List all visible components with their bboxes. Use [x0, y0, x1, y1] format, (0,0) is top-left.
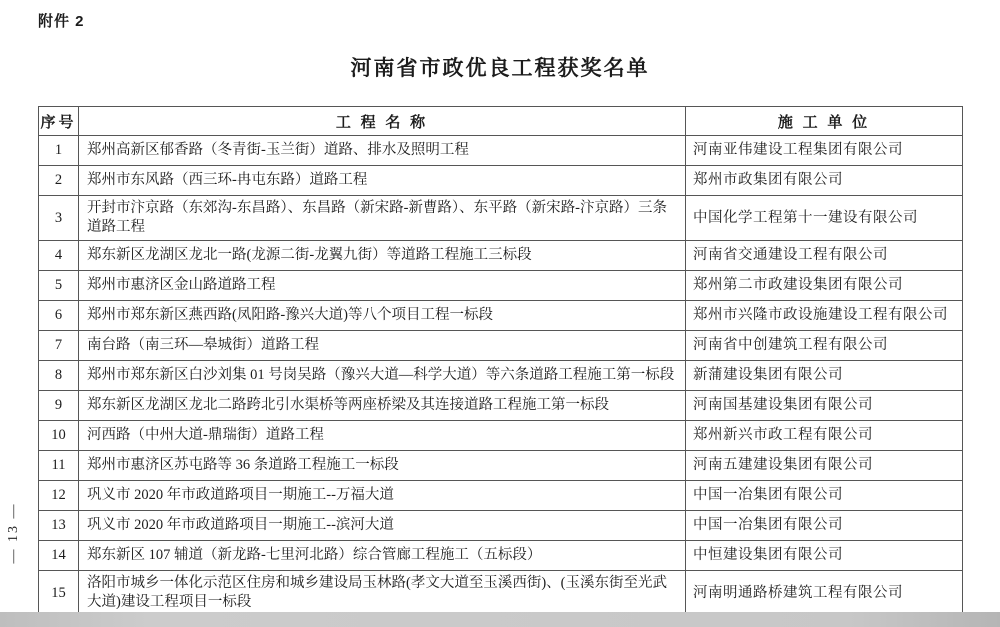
- row-construction-unit: 郑州新兴市政工程有限公司: [686, 421, 963, 451]
- row-serial-number: 1: [39, 136, 79, 166]
- row-construction-unit: 中国一冶集团有限公司: [686, 511, 963, 541]
- row-serial-number: 5: [39, 271, 79, 301]
- row-construction-unit: 郑州市兴隆市政设施建设工程有限公司: [686, 301, 963, 331]
- row-project-name: 郑州市东风路（西三环-冉屯东路）道路工程: [79, 166, 686, 196]
- row-project-name: 开封市汴京路（东郊沟-东昌路）、东昌路（新宋路-新曹路）、东平路（新宋路-汴京路）三条道路工程: [79, 196, 686, 241]
- row-construction-unit: 中国化学工程第十一建设有限公司: [686, 196, 963, 241]
- row-serial-number: 4: [39, 241, 79, 271]
- row-construction-unit: 郑州第二市政建设集团有限公司: [686, 271, 963, 301]
- row-serial-number: 13: [39, 511, 79, 541]
- row-serial-number: 3: [39, 196, 79, 241]
- row-project-name: 郑州高新区郁香路（冬青街-玉兰街）道路、排水及照明工程: [79, 136, 686, 166]
- row-project-name: 巩义市 2020 年市政道路项目一期施工--滨河大道: [79, 511, 686, 541]
- row-construction-unit: 中国一冶集团有限公司: [686, 481, 963, 511]
- page-number: — 13 —: [6, 502, 21, 564]
- row-serial-number: 2: [39, 166, 79, 196]
- table-row: [39, 451, 963, 481]
- row-construction-unit: 河南明通路桥建筑工程有限公司: [686, 571, 963, 616]
- scan-edge-shadow: [0, 612, 1000, 627]
- row-project-name: 郑东新区龙湖区龙北二路跨北引水渠桥等两座桥梁及其连接道路工程施工第一标段: [79, 391, 686, 421]
- awards-table: [38, 106, 963, 616]
- row-serial-number: 10: [39, 421, 79, 451]
- row-construction-unit: 新蒲建设集团有限公司: [686, 361, 963, 391]
- table-header-row: [39, 107, 963, 136]
- awards-table-body: [39, 136, 963, 616]
- row-serial-number: 11: [39, 451, 79, 481]
- page-title: 河南省市政优良工程获奖名单: [350, 57, 650, 80]
- row-serial-number: 12: [39, 481, 79, 511]
- row-project-name: 郑州市惠济区金山路道路工程: [79, 271, 686, 301]
- row-project-name: 洛阳市城乡一体化示范区住房和城乡建设局玉林路(孝文大道至玉溪西街)、(玉溪东街至光武大道)建设工程项目一标段: [79, 571, 686, 616]
- table-row: [39, 136, 963, 166]
- table-row: [39, 571, 963, 616]
- row-construction-unit: 河南国基建设集团有限公司: [686, 391, 963, 421]
- row-construction-unit: 郑州市政集团有限公司: [686, 166, 963, 196]
- row-serial-number: 8: [39, 361, 79, 391]
- header-construction-unit: 施 工 单 位: [686, 107, 963, 136]
- row-construction-unit: 河南省交通建设工程有限公司: [686, 241, 963, 271]
- row-project-name: 河西路（中州大道-鼎瑞街）道路工程: [79, 421, 686, 451]
- header-serial-number: 序号: [39, 107, 79, 136]
- attachment-label: 附件 2: [38, 13, 85, 30]
- row-project-name: 郑州市郑东新区燕西路(凤阳路-豫兴大道)等八个项目工程一标段: [79, 301, 686, 331]
- row-project-name: 南台路（南三环—皋城街）道路工程: [79, 331, 686, 361]
- row-project-name: 郑州市惠济区苏屯路等 36 条道路工程施工一标段: [79, 451, 686, 481]
- row-serial-number: 7: [39, 331, 79, 361]
- row-serial-number: 14: [39, 541, 79, 571]
- table-row: [39, 166, 963, 196]
- row-serial-number: 6: [39, 301, 79, 331]
- table-row: [39, 541, 963, 571]
- row-serial-number: 9: [39, 391, 79, 421]
- row-project-name: 巩义市 2020 年市政道路项目一期施工--万福大道: [79, 481, 686, 511]
- table-row: [39, 361, 963, 391]
- row-project-name: 郑东新区龙湖区龙北一路(龙源二街-龙翼九街）等道路工程施工三标段: [79, 241, 686, 271]
- table-row: [39, 421, 963, 451]
- table-row: [39, 196, 963, 241]
- row-construction-unit: 河南亚伟建设工程集团有限公司: [686, 136, 963, 166]
- row-construction-unit: 河南五建建设集团有限公司: [686, 451, 963, 481]
- table-row: [39, 481, 963, 511]
- row-construction-unit: 河南省中创建筑工程有限公司: [686, 331, 963, 361]
- header-project-name: 工 程 名 称: [79, 107, 686, 136]
- row-construction-unit: 中恒建设集团有限公司: [686, 541, 963, 571]
- row-project-name: 郑州市郑东新区白沙刘集 01 号岗吴路（豫兴大道—科学大道）等六条道路工程施工第一标段: [79, 361, 686, 391]
- table-row: [39, 271, 963, 301]
- table-row: [39, 391, 963, 421]
- table-row: [39, 511, 963, 541]
- row-project-name: 郑东新区 107 辅道（新龙路-七里河北路）综合管廊工程施工（五标段）: [79, 541, 686, 571]
- table-row: [39, 301, 963, 331]
- row-serial-number: 15: [39, 571, 79, 616]
- table-row: [39, 331, 963, 361]
- table-row: [39, 241, 963, 271]
